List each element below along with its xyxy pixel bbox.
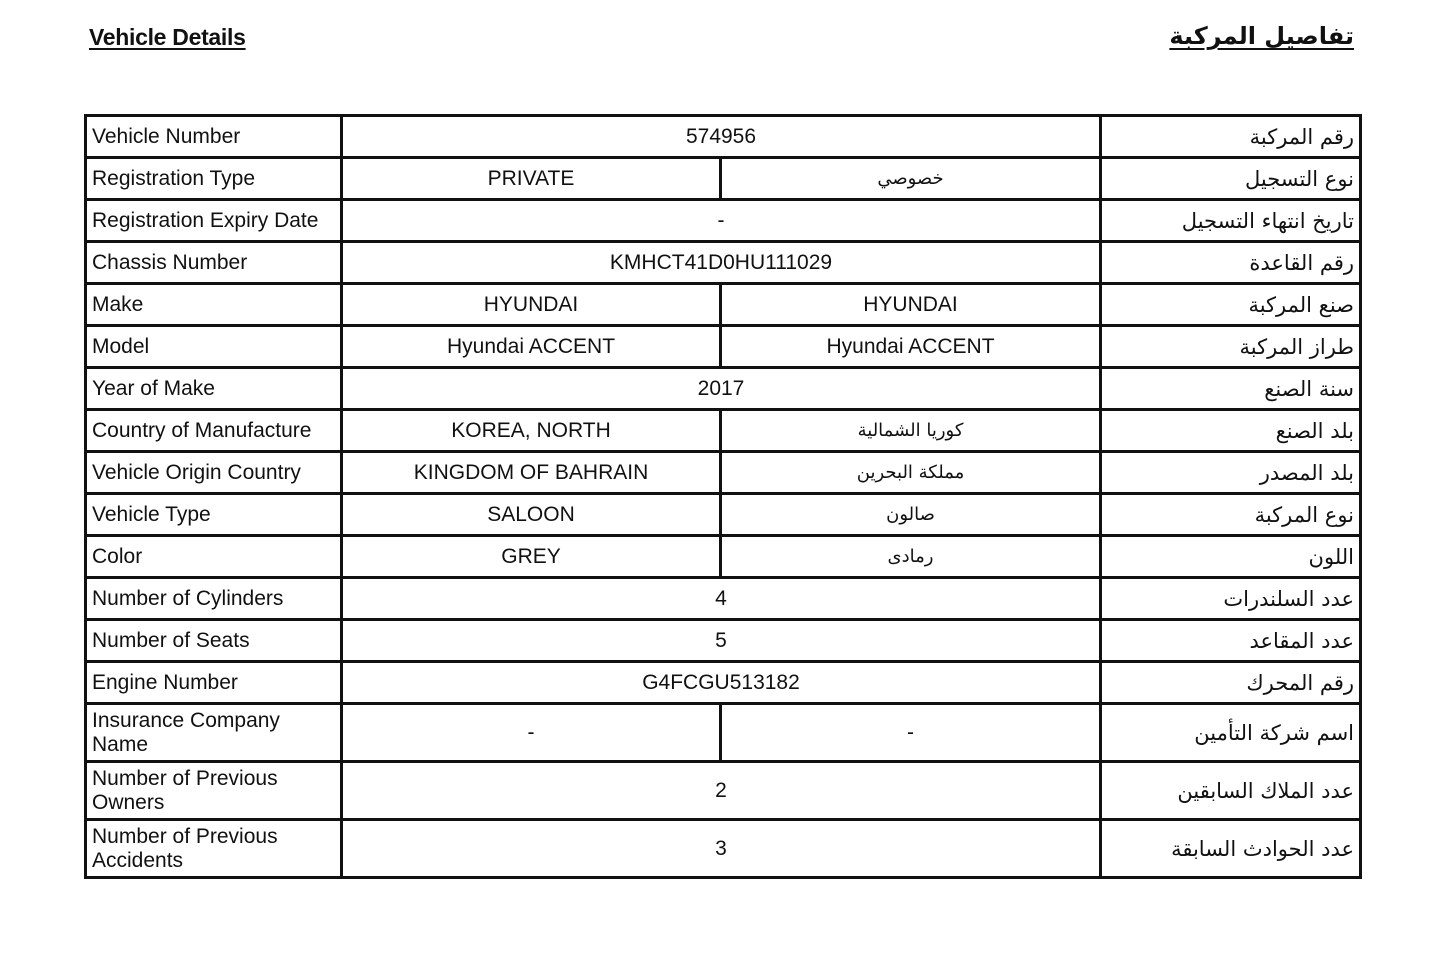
value: 5 [342,620,1101,662]
table-row-model [86,326,1361,368]
value-ar: صالون [721,494,1101,536]
label-ar: عدد الملاك السابقين [1101,762,1361,820]
table-row-vehicle-type [86,494,1361,536]
label-ar: رقم القاعدة [1101,242,1361,284]
value-ar: خصوصي [721,158,1101,200]
label-ar: عدد المقاعد [1101,620,1361,662]
label-en: Model [86,326,342,368]
label-en: Country of Manufacture [86,410,342,452]
value: 574956 [342,116,1101,158]
label-ar: صنع المركبة [1101,284,1361,326]
label-en: Color [86,536,342,578]
label-en: Registration Type [86,158,342,200]
table-row-chassis-number [86,242,1361,284]
label-ar: طراز المركبة [1101,326,1361,368]
table-row-registration-expiry-date [86,200,1361,242]
label-ar: نوع التسجيل [1101,158,1361,200]
label-en: Vehicle Number [86,116,342,158]
value-ar: مملكة البحرين [721,452,1101,494]
page-title-arabic: تفاصيل المركبة [1169,22,1354,50]
table-row-insurance-company-name [86,704,1361,762]
value: 2 [342,762,1101,820]
table-row-color [86,536,1361,578]
page-title-english: Vehicle Details [89,24,246,50]
table-row-engine-number [86,662,1361,704]
label-ar: نوع المركبة [1101,494,1361,536]
label-ar: اسم شركة التأمين [1101,704,1361,762]
value-ar: رمادى [721,536,1101,578]
table-row-number-of-cylinders [86,578,1361,620]
label-ar: عدد الحوادث السابقة [1101,820,1361,878]
value-ar: HYUNDAI [721,284,1101,326]
label-ar: بلد الصنع [1101,410,1361,452]
table-row-registration-type [86,158,1361,200]
vehicle-details-table [84,114,1362,879]
label-en: Number of Previous Accidents [86,820,342,878]
label-en: Insurance Company Name [86,704,342,762]
label-ar: اللون [1101,536,1361,578]
label-ar: رقم المركبة [1101,116,1361,158]
table-row-make [86,284,1361,326]
value-en: KOREA, NORTH [342,410,721,452]
value-en: GREY [342,536,721,578]
label-en: Make [86,284,342,326]
label-en: Number of Cylinders [86,578,342,620]
table-row-vehicle-origin-country [86,452,1361,494]
value: 3 [342,820,1101,878]
value-ar: - [721,704,1101,762]
value-en: SALOON [342,494,721,536]
table-row-vehicle-number [86,116,1361,158]
table-row-number-of-previous-owners [86,762,1361,820]
label-en: Number of Previous Owners [86,762,342,820]
label-en: Registration Expiry Date [86,200,342,242]
value-en: PRIVATE [342,158,721,200]
label-ar: سنة الصنع [1101,368,1361,410]
value: 4 [342,578,1101,620]
label-en: Chassis Number [86,242,342,284]
value-en: HYUNDAI [342,284,721,326]
table-row-country-of-manufacture [86,410,1361,452]
label-en: Vehicle Origin Country [86,452,342,494]
value-en: - [342,704,721,762]
table-row-number-of-seats [86,620,1361,662]
value-en: KINGDOM OF BAHRAIN [342,452,721,494]
value-en: Hyundai ACCENT [342,326,721,368]
label-ar: تاريخ انتهاء التسجيل [1101,200,1361,242]
value: G4FCGU513182 [342,662,1101,704]
label-en: Year of Make [86,368,342,410]
value: 2017 [342,368,1101,410]
label-en: Number of Seats [86,620,342,662]
label-en: Vehicle Type [86,494,342,536]
label-ar: بلد المصدر [1101,452,1361,494]
value: KMHCT41D0HU111029 [342,242,1101,284]
value: - [342,200,1101,242]
table-row-year-of-make [86,368,1361,410]
label-ar: رقم المحرك [1101,662,1361,704]
value-ar: Hyundai ACCENT [721,326,1101,368]
label-en: Engine Number [86,662,342,704]
table-row-number-of-previous-accidents [86,820,1361,878]
value-ar: كوريا الشمالية [721,410,1101,452]
label-ar: عدد السلندرات [1101,578,1361,620]
